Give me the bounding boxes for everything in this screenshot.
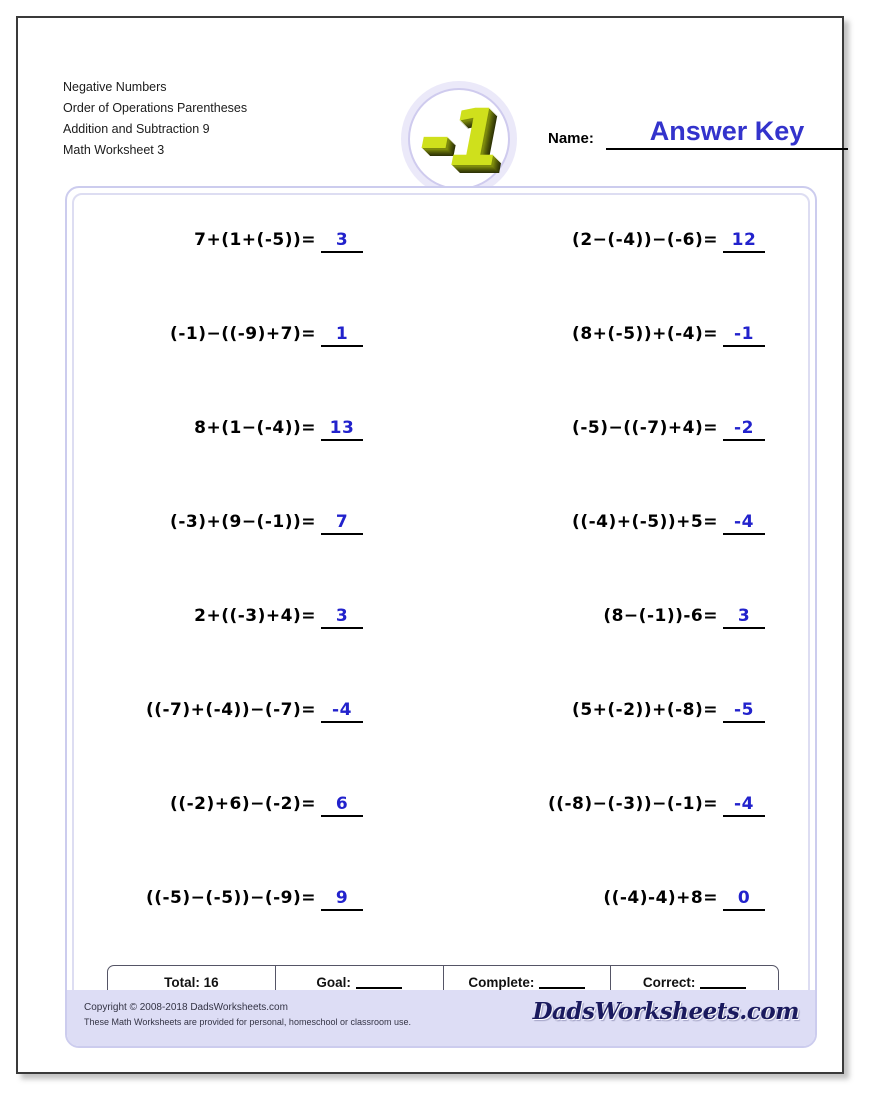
- problem-expression: ((-4)+(-5))+5=: [572, 512, 718, 532]
- answer-blank[interactable]: [723, 324, 765, 347]
- answer-blank[interactable]: [321, 794, 363, 817]
- problem-expression: (8+(-5))+(-4)=: [572, 324, 718, 344]
- problem-row: [81, 606, 805, 700]
- problem-cell-right: [441, 324, 805, 358]
- answer-blank[interactable]: [321, 418, 363, 441]
- problem-cell-right: [441, 794, 805, 828]
- problem-row: [81, 512, 805, 606]
- answer-value: 3: [737, 606, 751, 626]
- problem-cell-left: [81, 324, 441, 358]
- answer-value: -5: [734, 700, 754, 720]
- answer-blank[interactable]: [321, 324, 363, 347]
- name-label: Name:: [548, 130, 594, 147]
- problem-cell-right: [441, 230, 805, 264]
- answer-blank[interactable]: [723, 794, 765, 817]
- problem-cell-right: [441, 418, 805, 452]
- score-complete-blank[interactable]: [539, 976, 585, 989]
- problem-cell-left: [81, 418, 441, 452]
- problem-expression: ((-8)−(-3))−(-1)=: [547, 794, 718, 814]
- answer-value: 13: [329, 418, 355, 438]
- problem-cell-left: [81, 230, 441, 264]
- problem-cell-left: [81, 794, 441, 828]
- answer-blank[interactable]: [723, 700, 765, 723]
- answer-value: 6: [335, 794, 349, 814]
- logo-label: -1: [419, 94, 499, 184]
- problem-expression: (-3)+(9−(-1))=: [170, 512, 316, 532]
- problem-expression: ((-5)−(-5))−(-9)=: [145, 888, 316, 908]
- problem-expression: (8−(-1))-6=: [603, 606, 718, 626]
- score-goal-label: Goal:: [316, 974, 351, 990]
- copyright-line: Copyright © 2008-2018 DadsWorksheets.com: [84, 1002, 288, 1013]
- answer-blank[interactable]: [321, 888, 363, 911]
- problem-cell-left: [81, 606, 441, 640]
- problem-cell-right: [441, 700, 805, 734]
- answer-blank[interactable]: [723, 512, 765, 535]
- problem-cell-left: [81, 512, 441, 546]
- problem-expression: (-1)−((-9)+7)=: [170, 324, 316, 344]
- problem-expression: (5+(-2))+(-8)=: [572, 700, 718, 720]
- worksheet-sheet-number: Math Worksheet 3: [63, 143, 165, 157]
- answer-blank[interactable]: [321, 606, 363, 629]
- answer-blank[interactable]: [723, 888, 765, 911]
- answer-value: 1: [335, 324, 349, 344]
- brand-logo: DadsWorksheets.com: [532, 998, 799, 1025]
- problem-expression: ((-7)+(-4))−(-7)=: [145, 700, 316, 720]
- worksheet-topic: Order of Operations Parentheses: [63, 101, 248, 115]
- problem-expression: 2+((-3)+4)=: [194, 606, 316, 626]
- copyright-block: [84, 1000, 411, 1029]
- problem-expression: (2−(-4))−(-6)=: [572, 230, 718, 250]
- problem-row: [81, 418, 805, 512]
- problem-cell-right: [441, 606, 805, 640]
- problem-row: [81, 794, 805, 888]
- name-row: [548, 118, 848, 154]
- answer-value: -1: [734, 324, 754, 344]
- answer-value: 12: [731, 230, 757, 250]
- problem-expression: 8+(1−(-4))=: [194, 418, 316, 438]
- answer-blank[interactable]: [723, 230, 765, 253]
- answer-value: -4: [734, 794, 754, 814]
- worksheet-page: [16, 16, 844, 1074]
- answer-value: 0: [737, 888, 751, 908]
- score-correct-label: Correct:: [642, 974, 696, 990]
- answer-value: 9: [335, 888, 349, 908]
- problems-panel: [65, 186, 817, 1048]
- problem-cell-right: [441, 888, 805, 922]
- problem-row: [81, 230, 805, 324]
- usage-line: These Math Worksheets are provided for personal, homeschool or classroom use.: [84, 1017, 411, 1027]
- problem-row: [81, 324, 805, 418]
- answer-value: 3: [335, 606, 349, 626]
- answer-blank[interactable]: [321, 700, 363, 723]
- problem-cell-left: [81, 700, 441, 734]
- worksheet-subject: Negative Numbers: [63, 80, 167, 94]
- answer-value: 3: [335, 230, 349, 250]
- answer-value: -4: [734, 512, 754, 532]
- answer-value: -2: [734, 418, 754, 438]
- answer-blank[interactable]: [321, 512, 363, 535]
- answer-value: 7: [335, 512, 349, 532]
- problems-grid: [81, 230, 805, 982]
- answer-value: -4: [332, 700, 352, 720]
- name-input[interactable]: [606, 118, 848, 150]
- score-goal-blank[interactable]: [356, 976, 402, 989]
- footer-band: [67, 990, 815, 1046]
- answer-blank[interactable]: [723, 418, 765, 441]
- score-correct-blank[interactable]: [700, 976, 746, 989]
- answer-blank[interactable]: [723, 606, 765, 629]
- problem-cell-left: [81, 888, 441, 922]
- score-total-label: Total: 16: [164, 974, 219, 990]
- problem-expression: ((-4)-4)+8=: [603, 888, 718, 908]
- minus-one-badge-icon: [401, 81, 517, 197]
- answer-key-title: Answer Key: [649, 116, 805, 146]
- problem-expression: (-5)−((-7)+4)=: [572, 418, 718, 438]
- worksheet-title-block: [63, 77, 393, 161]
- problem-row: [81, 700, 805, 794]
- problem-cell-right: [441, 512, 805, 546]
- problem-expression: 7+(1+(-5))=: [194, 230, 316, 250]
- answer-blank[interactable]: [321, 230, 363, 253]
- problem-expression: ((-2)+6)−(-2)=: [170, 794, 316, 814]
- worksheet-operation: Addition and Subtraction 9: [63, 122, 210, 136]
- score-complete-label: Complete:: [468, 974, 535, 990]
